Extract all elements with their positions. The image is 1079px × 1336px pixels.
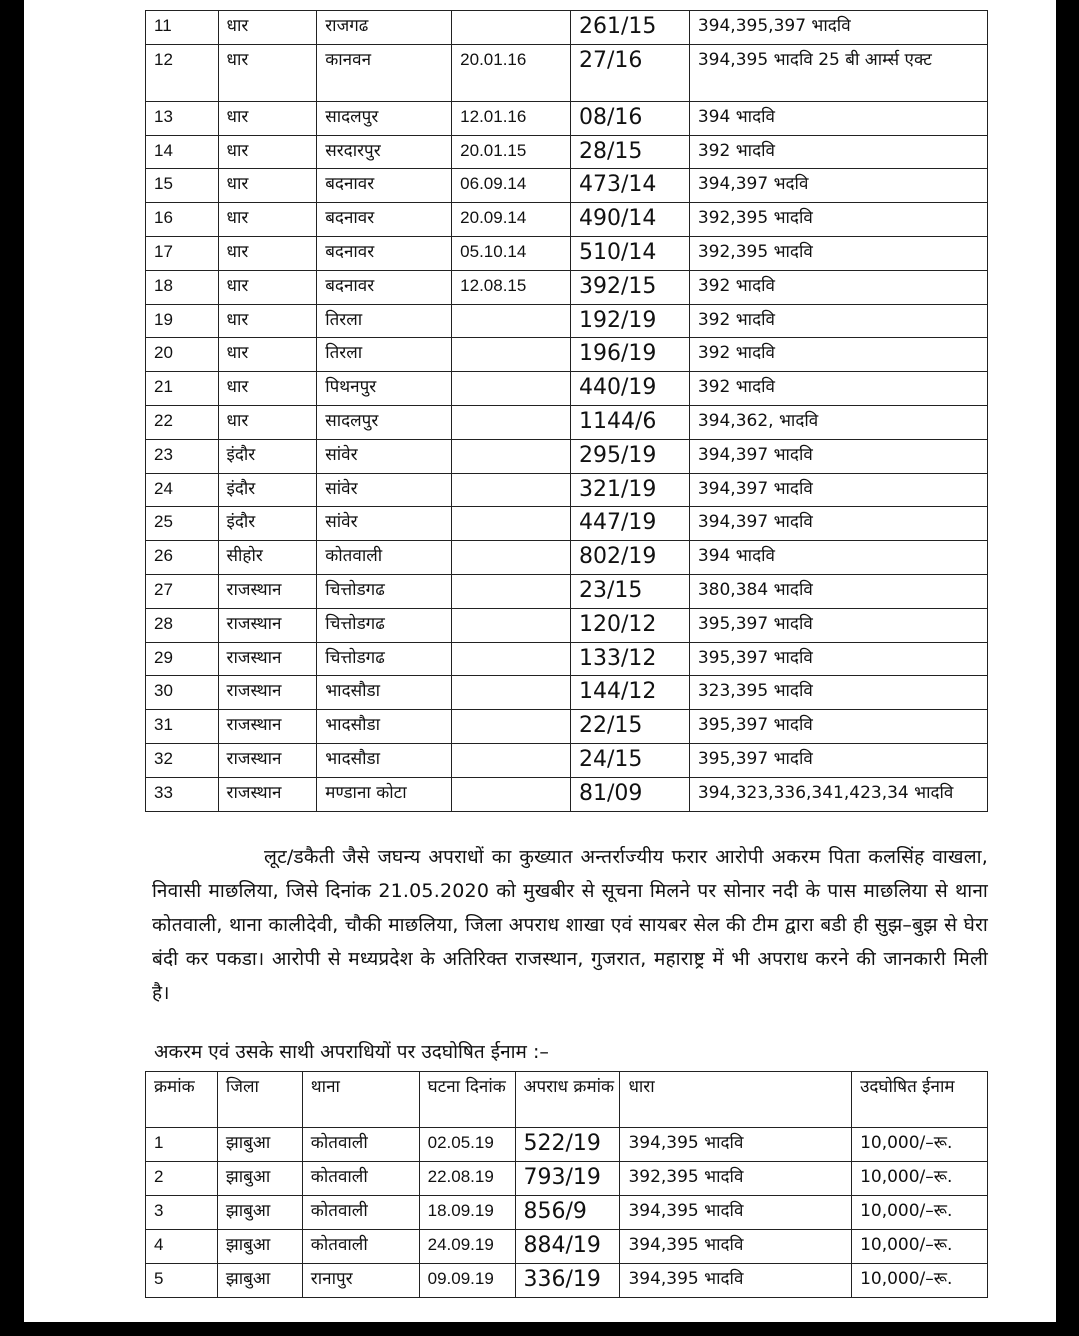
table-row	[146, 1128, 988, 1162]
cell-section: 395,397 भादवि	[689, 642, 987, 676]
cell-sno: 18	[146, 270, 219, 304]
cell-district: झाबुआ	[217, 1162, 302, 1196]
cell-station: सांवेर	[317, 507, 452, 541]
cell-station: राजगढ	[317, 11, 452, 45]
cell-district: धार	[218, 236, 317, 270]
cell-crime-no: 81/09	[571, 777, 690, 811]
cell-district: झाबुआ	[217, 1196, 302, 1230]
cell-crime-no: 08/16	[571, 101, 690, 135]
cell-district: इंदौर	[218, 439, 317, 473]
table-row	[146, 473, 988, 507]
cell-sno: 23	[146, 439, 219, 473]
cell-sno: 21	[146, 372, 219, 406]
cell-district: इंदौर	[218, 507, 317, 541]
cell-district: धार	[218, 203, 317, 237]
cell-district: धार	[218, 101, 317, 135]
table-row	[146, 507, 988, 541]
cell-district: राजस्थान	[218, 642, 317, 676]
cell-sno: 17	[146, 236, 219, 270]
table-row	[146, 743, 988, 777]
cell-sno: 14	[146, 135, 219, 169]
cell-section: 392 भादवि	[689, 372, 987, 406]
arrest-description-paragraph: लूट/डकैती जैसे जघन्य अपराधों का कुख्यात अन्तर्राज्यीय फरार आरोपी अकरम पिता कलसिंह वाखला, निवासी माछलिया, जिसे दिनांक 21.05.2020 को मुखबीर से सूचना मिलने पर सोनार नदी के पास माछलिया से थाना कोतवाली, थाना कालीदेवी, चौकी माछलिया, जिला अपराध शाखा एवं सायबर सेल की टीम द्वारा बडी ही सुझ–बुझ से घेरा बंदी कर पकडा। आरोपी से मध्यप्रदेश के अतिरिक्त राजस्थान, गुजरात, महाराष्ट्र में भी अपराध करने की जानकारी मिली है।	[152, 846, 988, 1004]
cell-sno: 2	[146, 1162, 218, 1196]
cell-date	[452, 710, 571, 744]
cell-station: बदनावर	[317, 203, 452, 237]
cell-sno: 4	[146, 1230, 218, 1264]
cell-date: 20.01.16	[452, 44, 571, 101]
cell-section: 394,397 भादवि	[689, 507, 987, 541]
cell-date: 22.08.19	[419, 1162, 515, 1196]
table-row	[146, 304, 988, 338]
cell-date	[452, 777, 571, 811]
cell-date: 05.10.14	[452, 236, 571, 270]
header-section: धारा	[620, 1072, 852, 1128]
cell-sno: 28	[146, 608, 219, 642]
cell-sno: 13	[146, 101, 219, 135]
cell-district: झाबुआ	[217, 1128, 302, 1162]
table-row	[146, 642, 988, 676]
cell-crime-no: 321/19	[571, 473, 690, 507]
table-row	[146, 439, 988, 473]
cell-section: 392 भादवि	[689, 135, 987, 169]
cell-section: 395,397 भादवि	[689, 608, 987, 642]
cell-district: धार	[218, 338, 317, 372]
cell-section: 394,395 भादवि	[620, 1128, 852, 1162]
header-crime-no: अपराध क्रमांक	[515, 1072, 620, 1128]
table-row	[146, 777, 988, 811]
reward-table-title: अकरम एवं उसके साथी अपराधियों पर उदघोषित ईनाम :–	[154, 1041, 549, 1063]
cell-station: भादसौडा	[317, 676, 452, 710]
cell-section: 394 भादवि	[689, 541, 987, 575]
cell-section: 394,395 भादवि 25 बी आर्म्स एक्ट	[689, 44, 987, 101]
cell-district: धार	[218, 169, 317, 203]
cell-station: चित्तोडगढ	[317, 574, 452, 608]
table-row	[146, 270, 988, 304]
cell-sno: 27	[146, 574, 219, 608]
cell-station: कोतवाली	[302, 1128, 419, 1162]
cell-section: 394,323,336,341,423,34 भादवि	[689, 777, 987, 811]
cell-section: 394,397 भादवि	[689, 439, 987, 473]
cell-sno: 16	[146, 203, 219, 237]
cell-date	[452, 608, 571, 642]
cell-station: मण्डाना कोटा	[317, 777, 452, 811]
cell-crime-no: 490/14	[571, 203, 690, 237]
cell-reward: 10,000/–रू.	[852, 1162, 988, 1196]
table-row	[146, 676, 988, 710]
cell-date: 09.09.19	[419, 1264, 515, 1298]
cell-section: 394,395,397 भादवि	[689, 11, 987, 45]
cell-station: सांवेर	[317, 473, 452, 507]
cell-station: रानापुर	[302, 1264, 419, 1298]
cell-section: 394,397 भादवि	[689, 473, 987, 507]
cell-sno: 19	[146, 304, 219, 338]
table-row	[146, 608, 988, 642]
cell-section: 394,395 भादवि	[620, 1264, 852, 1298]
cell-date	[452, 541, 571, 575]
cell-sno: 20	[146, 338, 219, 372]
cell-district: सीहोर	[218, 541, 317, 575]
header-sno: क्रमांक	[146, 1072, 218, 1128]
cell-reward: 10,000/–रू.	[852, 1196, 988, 1230]
cell-date	[452, 642, 571, 676]
cell-date: 12.08.15	[452, 270, 571, 304]
cell-sno: 1	[146, 1128, 218, 1162]
cell-section: 394 भादवि	[689, 101, 987, 135]
table-row	[146, 1196, 988, 1230]
cell-section: 392,395 भादवि	[689, 236, 987, 270]
cell-sno: 12	[146, 44, 219, 101]
cell-date	[452, 507, 571, 541]
cell-district: राजस्थान	[218, 676, 317, 710]
cell-district: राजस्थान	[218, 710, 317, 744]
table-row	[146, 405, 988, 439]
cell-sno: 26	[146, 541, 219, 575]
cell-section: 392 भादवि	[689, 338, 987, 372]
table-row	[146, 236, 988, 270]
cell-district: धार	[218, 270, 317, 304]
cell-district: इंदौर	[218, 473, 317, 507]
header-district: जिला	[217, 1072, 302, 1128]
table-row	[146, 1162, 988, 1196]
cell-section: 323,395 भादवि	[689, 676, 987, 710]
cell-crime-no: 28/15	[571, 135, 690, 169]
cell-section: 394,362, भादवि	[689, 405, 987, 439]
cell-date: 02.05.19	[419, 1128, 515, 1162]
cell-crime-no: 473/14	[571, 169, 690, 203]
cell-sno: 3	[146, 1196, 218, 1230]
cell-section: 392,395 भादवि	[689, 203, 987, 237]
cell-station: चित्तोडगढ	[317, 608, 452, 642]
table-row	[146, 44, 988, 101]
cell-crime-no: 793/19	[515, 1162, 620, 1196]
table-row	[146, 101, 988, 135]
reward-table-header-row	[146, 1072, 988, 1128]
cell-crime-no: 27/16	[571, 44, 690, 101]
cell-crime-no: 261/15	[571, 11, 690, 45]
cell-district: राजस्थान	[218, 743, 317, 777]
cell-crime-no: 133/12	[571, 642, 690, 676]
cell-district: झाबुआ	[217, 1264, 302, 1298]
cell-sno: 5	[146, 1264, 218, 1298]
table-row	[146, 135, 988, 169]
cell-district: राजस्थान	[218, 777, 317, 811]
cell-crime-no: 295/19	[571, 439, 690, 473]
cell-station: पिथनपुर	[317, 372, 452, 406]
cell-district: राजस्थान	[218, 574, 317, 608]
cell-sno: 29	[146, 642, 219, 676]
cell-station: चित्तोडगढ	[317, 642, 452, 676]
cell-section: 395,397 भादवि	[689, 743, 987, 777]
cell-section: 392,395 भादवि	[620, 1162, 852, 1196]
cell-station: भादसौडा	[317, 743, 452, 777]
cell-reward: 10,000/–रू.	[852, 1264, 988, 1298]
cell-station: सांवेर	[317, 439, 452, 473]
cell-crime-no: 144/12	[571, 676, 690, 710]
cell-date: 18.09.19	[419, 1196, 515, 1230]
cell-section: 394,395 भादवि	[620, 1230, 852, 1264]
cell-section: 395,397 भादवि	[689, 710, 987, 744]
cell-station: बदनावर	[317, 270, 452, 304]
document-page	[24, 0, 1056, 1322]
header-station: थाना	[302, 1072, 419, 1128]
cell-station: कोतवाली	[302, 1162, 419, 1196]
cell-district: धार	[218, 135, 317, 169]
cell-crime-no: 392/15	[571, 270, 690, 304]
cell-date	[452, 743, 571, 777]
cell-crime-no: 196/19	[571, 338, 690, 372]
cell-date	[452, 405, 571, 439]
table-row	[146, 11, 988, 45]
cell-crime-no: 440/19	[571, 372, 690, 406]
cell-date	[452, 676, 571, 710]
cell-sno: 22	[146, 405, 219, 439]
cell-district: झाबुआ	[217, 1230, 302, 1264]
table-row	[146, 541, 988, 575]
reward-table	[145, 1071, 988, 1298]
cell-sno: 33	[146, 777, 219, 811]
table-row	[146, 338, 988, 372]
cell-station: तिरला	[317, 338, 452, 372]
cell-station: सादलपुर	[317, 405, 452, 439]
cell-crime-no: 522/19	[515, 1128, 620, 1162]
cell-crime-no: 856/9	[515, 1196, 620, 1230]
cell-sno: 31	[146, 710, 219, 744]
cell-date	[452, 372, 571, 406]
cell-date: 20.01.15	[452, 135, 571, 169]
cell-station: भादसौडा	[317, 710, 452, 744]
cell-date	[452, 304, 571, 338]
cell-station: कोतवाली	[317, 541, 452, 575]
table-row	[146, 169, 988, 203]
cell-sno: 25	[146, 507, 219, 541]
cell-district: धार	[218, 11, 317, 45]
cell-district: धार	[218, 405, 317, 439]
cell-crime-no: 884/19	[515, 1230, 620, 1264]
table-row	[146, 203, 988, 237]
cell-date	[452, 338, 571, 372]
cell-crime-no: 510/14	[571, 236, 690, 270]
cell-district: धार	[218, 304, 317, 338]
cell-crime-no: 192/19	[571, 304, 690, 338]
cell-district: धार	[218, 372, 317, 406]
cell-date	[452, 439, 571, 473]
cell-district: धार	[218, 44, 317, 101]
cell-station: सरदारपुर	[317, 135, 452, 169]
header-date: घटना दिनांक	[419, 1072, 515, 1128]
cell-section: 394,395 भादवि	[620, 1196, 852, 1230]
cell-district: राजस्थान	[218, 608, 317, 642]
cell-date	[452, 574, 571, 608]
table-row	[146, 574, 988, 608]
cell-date: 06.09.14	[452, 169, 571, 203]
cell-crime-no: 23/15	[571, 574, 690, 608]
cell-sno: 24	[146, 473, 219, 507]
cell-station: बदनावर	[317, 236, 452, 270]
cell-reward: 10,000/–रू.	[852, 1230, 988, 1264]
cell-section: 394,397 भदवि	[689, 169, 987, 203]
cell-section: 380,384 भादवि	[689, 574, 987, 608]
cell-date: 24.09.19	[419, 1230, 515, 1264]
header-reward: उदघोषित ईनाम	[852, 1072, 988, 1128]
cell-crime-no: 336/19	[515, 1264, 620, 1298]
table-row	[146, 710, 988, 744]
cell-station: कानवन	[317, 44, 452, 101]
cell-crime-no: 24/15	[571, 743, 690, 777]
cell-sno: 30	[146, 676, 219, 710]
cell-date	[452, 11, 571, 45]
table-row	[146, 1264, 988, 1298]
cell-crime-no: 120/12	[571, 608, 690, 642]
cell-date: 12.01.16	[452, 101, 571, 135]
cell-date	[452, 473, 571, 507]
cell-crime-no: 802/19	[571, 541, 690, 575]
crime-record-table	[145, 10, 988, 812]
cell-sno: 15	[146, 169, 219, 203]
cell-reward: 10,000/–रू.	[852, 1128, 988, 1162]
cell-sno: 32	[146, 743, 219, 777]
cell-station: कोतवाली	[302, 1196, 419, 1230]
cell-sno: 11	[146, 11, 219, 45]
cell-crime-no: 22/15	[571, 710, 690, 744]
table-row	[146, 1230, 988, 1264]
cell-station: सादलपुर	[317, 101, 452, 135]
cell-station: कोतवाली	[302, 1230, 419, 1264]
cell-section: 392 भादवि	[689, 304, 987, 338]
cell-station: बदनावर	[317, 169, 452, 203]
cell-station: तिरला	[317, 304, 452, 338]
cell-section: 392 भादवि	[689, 270, 987, 304]
cell-date: 20.09.14	[452, 203, 571, 237]
cell-crime-no: 1144/6	[571, 405, 690, 439]
cell-crime-no: 447/19	[571, 507, 690, 541]
table-row	[146, 372, 988, 406]
